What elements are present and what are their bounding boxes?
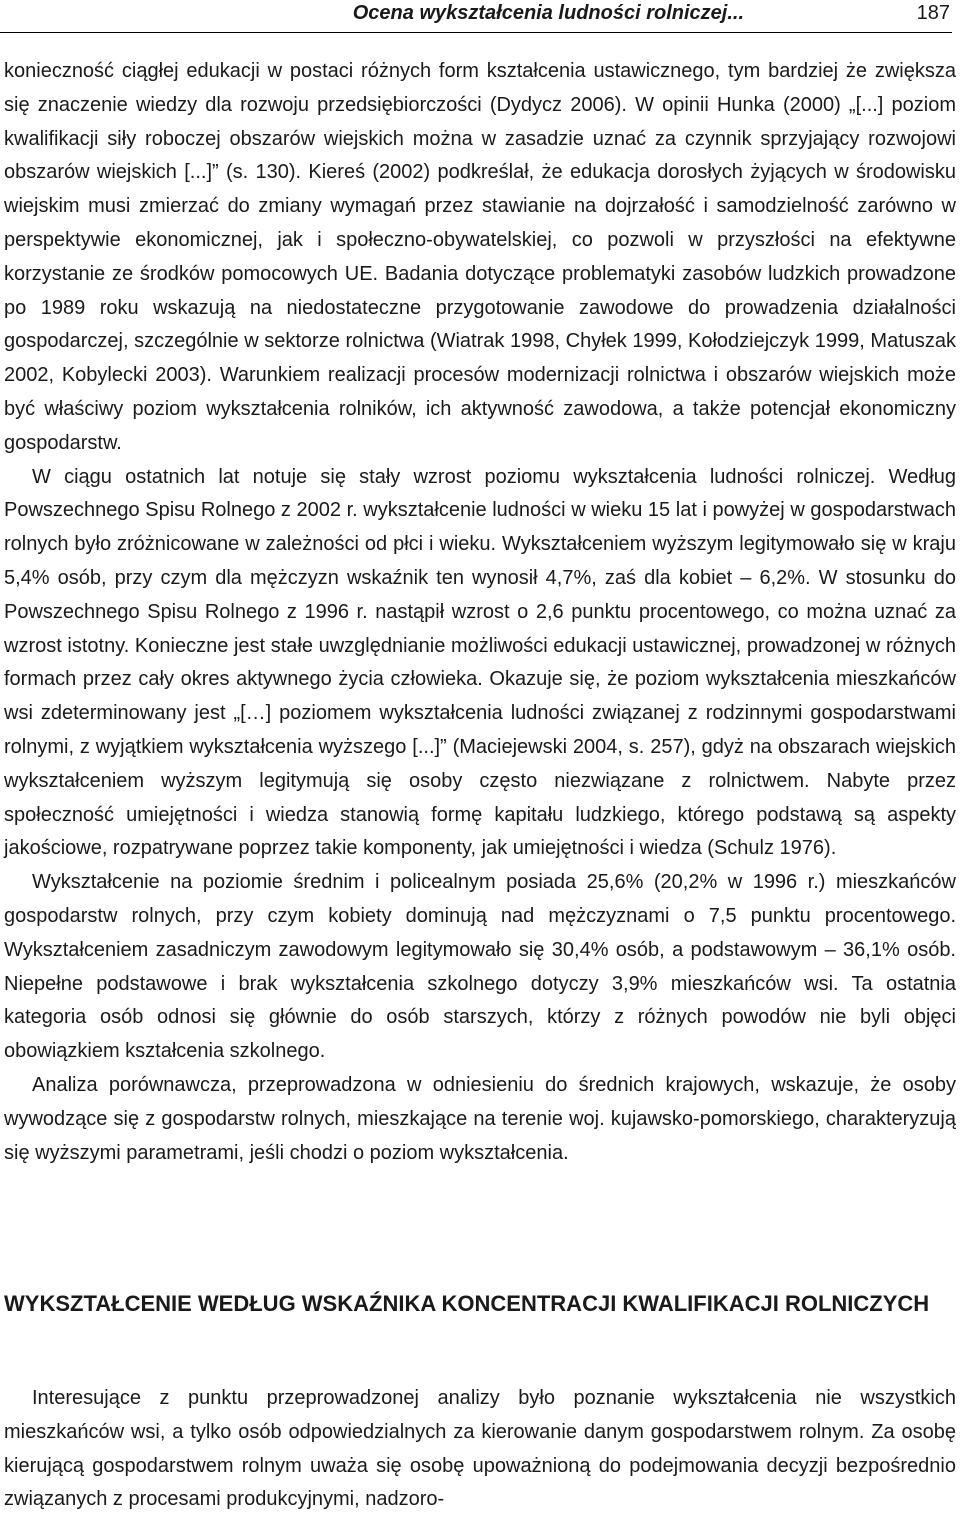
paragraph-2: W ciągu ostatnich lat notuje się stały wzrost poziomu wykształcenia ludności rolniczej. Według Powszechnego Spisu Rolnego z 2002 r. wykształcenie ludności w wieku 15 lat i powyżej w gospodarstwach rolnych było zróżnicowane w zależności od płci i wieku. Wykształceniem wyższym legitymowało się w kraju 5,4% osób, przy czym dla mężczyzn wskaźnik ten wynosił 4,7%, zaś dla kobiet – 6,2%. W stosunku do Powszechnego Spisu Rolnego z 1996 r. nastąpił wzrost o 2,6 punktu procentowego, co można uznać za wzrost istotny. Konieczne jest stałe uwzględnianie możliwości edukacji ustawicznej, prowadzonej w różnych formach przez cały okres aktywnego życia człowieka. Okazuje się, że poziom wykształcenia mieszkańców wsi zdeterminowany jest „[…] poziomem wykształcenia ludności związanej z rodzinnymi gospodarstwami rolnymi, z wyjątkiem wykształcenia wyższego [...]” (Maciejewski 2004, s. 257), gdyż na obszarach wiejskich wykształceniem wyższym legitymują się osoby często niezwiązane z rolnictwem. Nabyte przez społeczność umiejętności i wiedza stanowią formę kapitału ludzkiego, którego podstawą są aspekty jakościowe, rozpatrywane poprzez takie komponenty, jak umiejętności i wiedza (Schulz 1976).: [4, 465, 956, 860]
paragraph-4: Analiza porównawcza, przeprowadzona w odniesieniu do średnich krajowych, wskazuje, że osoby wywodzące się z gospodarstw rolnych, mieszkające na terenie woj. kujawsko-pomorskiego, charakteryzują się wyższymi parametrami, jeśli chodzi o poziom wykształcenia.: [4, 1073, 956, 1164]
paragraph-1: konieczność ciągłej edukacji w postaci różnych form kształcenia ustawicznego, tym bardziej że zwiększa się znaczenie wiedzy dla rozwoju przedsiębiorczości (Dydycz 2006). W opinii Hunka (2000) „[...] poziom kwalifikacji siły roboczej obszarów wiejskich można w zasadzie uznać za czynnik sprzyjający rozwojowi obszarów wiejskich [...]” (s. 130). Kiereś (2002) podkreślał, że edukacja dorosłych żyjących w środowisku wiejskim musi zmierzać do zmiany wymagań przez stawianie na dojrzałość i samodzielność zarówno w perspektywie ekonomicznej, jak i społeczno-obywatelskiej, co pozwoli w przyszłości na efektywne korzystanie ze środków pomocowych UE. Badania dotyczące problematyki zasobów ludzkich prowadzone po 1989 roku wskazują na niedostateczne przygotowanie zawodowe do prowadzenia działalności gospodarczej, szczególnie w sektorze rolnictwa (Wiatrak 1998, Chyłek 1999, Kołodziejczyk 1999, Matuszak 2002, Kobylecki 2003). Warunkiem realizacji procesów modernizacji rolnictwa i obszarów wiejskich może być właściwy poziom wykształcenia rolników, ich aktywność zawodowa, a także potencjał ekonomiczny gospodarstw.: [4, 60, 956, 454]
paragraph-3: Wykształcenie na poziomie średnim i policealnym posiada 25,6% (20,2% w 1996 r.) mieszkańców gospodarstw rolnych, przy czym kobiety dominują nad mężczyznami o 7,5 punktu procentowego. Wykształceniem zasadniczym zawodowym legitymowało się 30,4% osób, a podstawowym – 36,1% osób. Niepełne podstawowe i brak wykształcenia szkolnego dotyczy 3,9% mieszkańców wsi. Ta ostatnia kategoria osób odnosi się głównie do osób starszych, którzy z różnych powodów nie byli objęci obowiązkiem kształcenia szkolnego.: [4, 871, 956, 1063]
section-paragraph: Interesujące z punktu przeprowadzonej analizy było poznanie wykształcenia nie wszystkich mieszkańców wsi, a tylko osób odpowiedzialnych za kierowanie danym gospodarstwem rolnym. Za osobę kierującą gospodarstwem rolnym uważa się osobę upoważnioną do podejmowania decyzji bezpośrednio związanych z procesami produkcyjnymi, nadzoro-: [4, 1387, 956, 1511]
running-header-title: Ocena wykształcenia ludności rolniczej...: [352, 2, 744, 24]
section-heading: WYKSZTAŁCENIE WEDŁUG WSKAŹNIKA KONCENTRACJI KWALIFIKACJI ROLNICZYCH: [4, 1291, 930, 1316]
section-body-text: [4, 1382, 956, 1517]
page-number: 187: [916, 2, 950, 24]
running-header: [0, 2, 952, 33]
body-text: [4, 55, 956, 1170]
